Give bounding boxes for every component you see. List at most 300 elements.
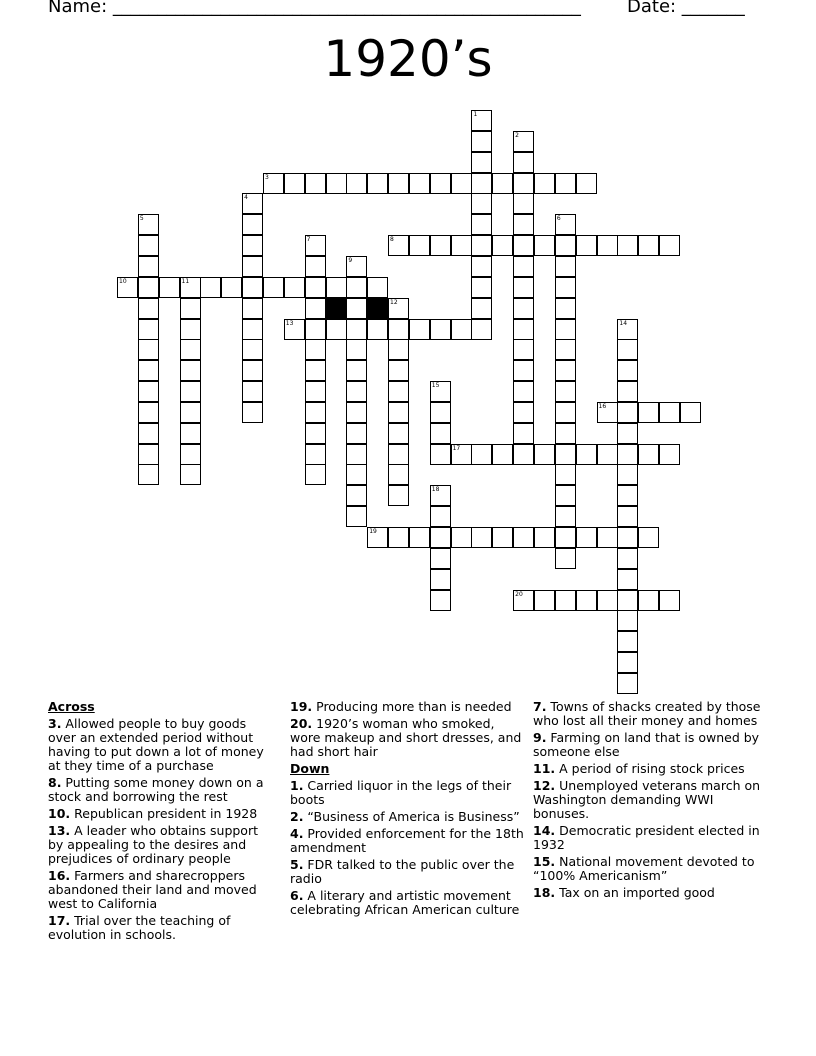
crossword-cell[interactable] xyxy=(513,319,534,340)
crossword-cell[interactable] xyxy=(388,485,409,506)
crossword-cell[interactable] xyxy=(471,277,492,298)
crossword-cell[interactable] xyxy=(430,319,451,340)
clue-item xyxy=(290,779,526,807)
crossword-cell[interactable] xyxy=(346,464,367,485)
crossword-cell[interactable] xyxy=(367,173,388,194)
crossword-cell[interactable] xyxy=(138,277,159,298)
crossword-cell[interactable] xyxy=(492,173,513,194)
crossword-cell[interactable] xyxy=(346,506,367,527)
clue-item xyxy=(48,824,276,866)
crossword-cell[interactable] xyxy=(221,277,242,298)
crossword-cell[interactable] xyxy=(471,298,492,319)
crossword-cell[interactable] xyxy=(305,173,326,194)
crossword-cell[interactable] xyxy=(597,235,618,256)
crossword-cell[interactable] xyxy=(138,339,159,360)
crossword-cell[interactable] xyxy=(617,423,638,444)
clue-item xyxy=(48,869,276,911)
cell-number: 13 xyxy=(285,319,294,327)
crossword-cell[interactable] xyxy=(555,464,576,485)
clue-item xyxy=(290,717,526,759)
crossword-cell[interactable] xyxy=(159,277,180,298)
crossword-cell[interactable] xyxy=(555,381,576,402)
crossword-cell[interactable] xyxy=(471,173,492,194)
crossword-cell[interactable] xyxy=(430,548,451,569)
clue-text: 1920’s woman who smoked, wore makeup and short dresses, and had short hair xyxy=(290,716,522,759)
clue-item xyxy=(533,855,769,883)
crossword-cell[interactable] xyxy=(451,173,472,194)
down-heading: Down xyxy=(290,761,330,776)
crossword-cell[interactable] xyxy=(388,527,409,548)
crossword-cell[interactable] xyxy=(242,360,263,381)
crossword-cell[interactable] xyxy=(430,527,451,548)
cell-number: 2 xyxy=(515,131,519,139)
crossword-cell[interactable] xyxy=(346,402,367,423)
crossword-cell[interactable] xyxy=(471,152,492,173)
cell-number: 15 xyxy=(431,382,440,390)
crossword-cell[interactable] xyxy=(180,444,201,465)
crossword-cell[interactable] xyxy=(138,298,159,319)
down-clue-list-continued xyxy=(533,700,769,900)
crossword-cell[interactable] xyxy=(242,381,263,402)
crossword-cell[interactable] xyxy=(617,444,638,465)
crossword-cell[interactable] xyxy=(617,631,638,652)
crossword-cell[interactable] xyxy=(138,381,159,402)
clue-text: Allowed people to buy goods over an extended period without having to put down a lot of money at they time of a purchase xyxy=(48,716,264,773)
crossword-cell[interactable] xyxy=(513,152,534,173)
crossword-cell[interactable] xyxy=(284,173,305,194)
crossword-cell[interactable] xyxy=(513,381,534,402)
crossword-cell[interactable] xyxy=(367,277,388,298)
clue-number: 16. xyxy=(48,868,71,883)
crossword-cell[interactable] xyxy=(242,319,263,340)
crossword-cell[interactable] xyxy=(555,485,576,506)
crossword-cell[interactable] xyxy=(617,235,638,256)
crossword-cell[interactable] xyxy=(242,193,263,214)
crossword-cell[interactable] xyxy=(388,360,409,381)
crossword-cell[interactable] xyxy=(180,402,201,423)
cell-number: 8 xyxy=(390,236,394,244)
clue-item xyxy=(533,824,769,852)
crossword-cell[interactable] xyxy=(680,402,701,423)
crossword-cell[interactable] xyxy=(430,402,451,423)
crossword-cell[interactable] xyxy=(534,527,555,548)
crossword-cell[interactable] xyxy=(471,193,492,214)
crossword-cell[interactable] xyxy=(180,464,201,485)
crossword-cell[interactable] xyxy=(513,193,534,214)
clue-text: Putting some money down on a stock and borrowing the rest xyxy=(48,775,264,804)
crossword-cell[interactable] xyxy=(534,235,555,256)
crossword-cell[interactable] xyxy=(555,235,576,256)
crossword-cell[interactable] xyxy=(305,298,326,319)
cell-number: 4 xyxy=(244,194,248,202)
clue-text: Farmers and sharecroppers abandoned their land and moved west to California xyxy=(48,868,257,911)
crossword-cell[interactable] xyxy=(471,235,492,256)
crossword-cell[interactable] xyxy=(471,110,492,131)
crossword-cell[interactable] xyxy=(305,319,326,340)
crossword-cell[interactable] xyxy=(597,590,618,611)
crossword-cell[interactable] xyxy=(555,444,576,465)
crossword-cell[interactable] xyxy=(388,235,409,256)
clue-number: 11. xyxy=(533,761,556,776)
crossword-cell[interactable] xyxy=(305,381,326,402)
crossword-cell[interactable] xyxy=(326,319,347,340)
crossword-cell[interactable] xyxy=(305,402,326,423)
crossword-cell[interactable] xyxy=(180,298,201,319)
crossword-cell[interactable] xyxy=(346,485,367,506)
crossword-cell[interactable] xyxy=(555,319,576,340)
crossword-cell[interactable] xyxy=(492,235,513,256)
crossword-cell[interactable] xyxy=(513,256,534,277)
crossword-cell[interactable] xyxy=(617,569,638,590)
crossword-cell[interactable] xyxy=(180,277,201,298)
crossword-cell[interactable] xyxy=(617,590,638,611)
crossword-cell[interactable] xyxy=(346,339,367,360)
crossword-cell[interactable] xyxy=(346,256,367,277)
crossword-cell[interactable] xyxy=(305,339,326,360)
clue-item xyxy=(533,700,769,728)
crossword-cell[interactable] xyxy=(305,277,326,298)
crossword-cell[interactable] xyxy=(513,235,534,256)
crossword-cell[interactable] xyxy=(242,214,263,235)
crossword-cell[interactable] xyxy=(200,277,221,298)
cell-number: 19 xyxy=(369,528,377,535)
crossword-cell[interactable] xyxy=(326,277,347,298)
crossword-cell[interactable] xyxy=(284,277,305,298)
crossword-cell[interactable] xyxy=(388,339,409,360)
crossword-cell[interactable] xyxy=(492,527,513,548)
crossword-cell[interactable] xyxy=(409,173,430,194)
crossword-cell[interactable] xyxy=(638,527,659,548)
crossword-cell[interactable] xyxy=(617,360,638,381)
crossword-cell[interactable] xyxy=(513,173,534,194)
clue-item xyxy=(290,827,526,855)
crossword-cell[interactable] xyxy=(367,527,388,548)
clue-item xyxy=(48,807,276,821)
page-title: 1920’s xyxy=(323,30,493,88)
name-field-label: Name: ____________________________________________________ xyxy=(48,0,581,17)
clue-column-2 xyxy=(290,700,526,920)
clue-text: Towns of shacks created by those who lost all their money and homes xyxy=(533,699,761,728)
crossword-cell[interactable] xyxy=(305,256,326,277)
crossword-cell[interactable] xyxy=(492,444,513,465)
crossword-cell[interactable] xyxy=(513,423,534,444)
down-clue-list xyxy=(290,779,526,917)
crossword-cell[interactable] xyxy=(409,319,430,340)
crossword-cell[interactable] xyxy=(555,506,576,527)
cell-number: 20 xyxy=(515,590,523,598)
crossword-cell[interactable] xyxy=(513,527,534,548)
clue-number: 14. xyxy=(533,823,556,838)
crossword-cell[interactable] xyxy=(284,319,305,340)
crossword-cell[interactable] xyxy=(555,173,576,194)
across-heading: Across xyxy=(48,699,95,714)
crossword-cell[interactable] xyxy=(138,464,159,485)
cell-number: 18 xyxy=(431,486,440,494)
clue-text: Unemployed veterans march on Washington demanding WWI bonuses. xyxy=(533,778,761,821)
clue-number: 17. xyxy=(48,913,71,928)
crossword-cell[interactable] xyxy=(138,256,159,277)
crossword-cell[interactable] xyxy=(388,464,409,485)
crossword-cell[interactable] xyxy=(451,235,472,256)
clue-number: 6. xyxy=(290,888,304,903)
clue-text: Democratic president elected in 1932 xyxy=(533,823,760,852)
clue-item xyxy=(533,762,769,776)
cell-number: 12 xyxy=(390,298,398,306)
crossword-cell[interactable] xyxy=(555,590,576,611)
crossword-cell[interactable] xyxy=(346,444,367,465)
crossword-cell[interactable] xyxy=(513,402,534,423)
crossword-cell[interactable] xyxy=(513,298,534,319)
crossword-cell[interactable] xyxy=(617,381,638,402)
crossword-cell[interactable] xyxy=(326,173,347,194)
crossword-cell[interactable] xyxy=(138,319,159,340)
crossword-cell[interactable] xyxy=(388,402,409,423)
clue-number: 3. xyxy=(48,716,62,731)
crossword-cell[interactable] xyxy=(555,256,576,277)
crossword-cell[interactable] xyxy=(659,444,680,465)
clue-number: 13. xyxy=(48,823,71,838)
crossword-cell[interactable] xyxy=(617,319,638,340)
crossword-cell[interactable] xyxy=(430,506,451,527)
crossword-cell[interactable] xyxy=(513,339,534,360)
crossword-black-square xyxy=(326,298,347,319)
clue-item xyxy=(290,810,526,824)
crossword-cell[interactable] xyxy=(534,173,555,194)
crossword-cell[interactable] xyxy=(180,381,201,402)
across-clue-list-continued xyxy=(290,700,526,759)
crossword-cell[interactable] xyxy=(471,527,492,548)
crossword-cell[interactable] xyxy=(451,527,472,548)
clue-text: A period of rising stock prices xyxy=(555,761,745,776)
crossword-cell[interactable] xyxy=(305,235,326,256)
crossword-cell[interactable] xyxy=(346,173,367,194)
clue-text: Farming on land that is owned by someone else xyxy=(533,730,760,759)
clue-number: 19. xyxy=(290,699,313,714)
clue-item xyxy=(290,700,526,714)
crossword-cell[interactable] xyxy=(138,214,159,235)
cell-number: 14 xyxy=(619,319,628,327)
crossword-cell[interactable] xyxy=(638,402,659,423)
crossword-cell[interactable] xyxy=(576,590,597,611)
crossword-cell[interactable] xyxy=(617,485,638,506)
crossword-cell[interactable] xyxy=(430,590,451,611)
crossword-cell[interactable] xyxy=(471,256,492,277)
crossword-cell[interactable] xyxy=(242,298,263,319)
crossword-cell[interactable] xyxy=(555,339,576,360)
crossword-cell[interactable] xyxy=(597,444,618,465)
cell-number: 11 xyxy=(181,277,190,285)
cell-number: 10 xyxy=(119,277,127,285)
crossword-cell[interactable] xyxy=(180,360,201,381)
crossword-cell[interactable] xyxy=(555,548,576,569)
crossword-cell[interactable] xyxy=(617,339,638,360)
clue-item xyxy=(290,889,526,917)
crossword-cell[interactable] xyxy=(305,423,326,444)
crossword-cell[interactable] xyxy=(305,464,326,485)
crossword-cell[interactable] xyxy=(659,590,680,611)
clue-text: Tax on an imported good xyxy=(555,885,715,900)
crossword-cell[interactable] xyxy=(242,235,263,256)
crossword-cell[interactable] xyxy=(409,527,430,548)
crossword-cell[interactable] xyxy=(305,444,326,465)
crossword-cell[interactable] xyxy=(555,402,576,423)
clue-item xyxy=(533,886,769,900)
crossword-cell[interactable] xyxy=(617,464,638,485)
crossword-cell[interactable] xyxy=(180,339,201,360)
cell-number: 17 xyxy=(452,444,461,452)
clue-item xyxy=(533,731,769,759)
crossword-cell[interactable] xyxy=(555,214,576,235)
crossword-cell[interactable] xyxy=(513,131,534,152)
crossword-cell[interactable] xyxy=(471,444,492,465)
cell-number: 6 xyxy=(556,215,561,223)
crossword-cell[interactable] xyxy=(513,277,534,298)
crossword-cell[interactable] xyxy=(597,527,618,548)
clue-number: 1. xyxy=(290,778,304,793)
clue-text: A leader who obtains support by appealing to the desires and prejudices of ordinary people xyxy=(48,823,258,866)
crossword-cell[interactable] xyxy=(555,360,576,381)
crossword-black-square xyxy=(367,298,388,319)
crossword-cell[interactable] xyxy=(451,444,472,465)
cell-number: 5 xyxy=(139,215,144,223)
crossword-cell[interactable] xyxy=(471,131,492,152)
crossword-cell[interactable] xyxy=(430,235,451,256)
crossword-cell[interactable] xyxy=(388,298,409,319)
crossword-cell[interactable] xyxy=(617,673,638,694)
crossword-cell[interactable] xyxy=(513,360,534,381)
crossword-cell[interactable] xyxy=(388,319,409,340)
clue-item xyxy=(48,717,276,773)
crossword-cell[interactable] xyxy=(617,402,638,423)
crossword-cell[interactable] xyxy=(180,423,201,444)
clue-number: 8. xyxy=(48,775,62,790)
crossword-cell[interactable] xyxy=(388,444,409,465)
crossword-cell[interactable] xyxy=(263,277,284,298)
crossword-cell[interactable] xyxy=(617,548,638,569)
clue-text: Trial over the teaching of evolution in schools. xyxy=(48,913,231,942)
crossword-cell[interactable] xyxy=(138,402,159,423)
crossword-cell[interactable] xyxy=(471,214,492,235)
crossword-cell[interactable] xyxy=(346,298,367,319)
cell-number: 9 xyxy=(348,256,353,264)
clue-text: Producing more than is needed xyxy=(312,699,512,714)
crossword-cell[interactable] xyxy=(430,444,451,465)
crossword-cell[interactable] xyxy=(576,527,597,548)
crossword-cell[interactable] xyxy=(638,590,659,611)
crossword-cell[interactable] xyxy=(597,402,618,423)
crossword-cell[interactable] xyxy=(346,360,367,381)
crossword-cell[interactable] xyxy=(513,214,534,235)
crossword-cell[interactable] xyxy=(138,444,159,465)
crossword-cell[interactable] xyxy=(534,444,555,465)
clue-number: 12. xyxy=(533,778,556,793)
clue-number: 4. xyxy=(290,826,304,841)
crossword-cell[interactable] xyxy=(430,423,451,444)
crossword-cell[interactable] xyxy=(638,235,659,256)
crossword-cell[interactable] xyxy=(451,319,472,340)
crossword-cell[interactable] xyxy=(346,423,367,444)
crossword-cell[interactable] xyxy=(346,381,367,402)
clue-number: 7. xyxy=(533,699,547,714)
crossword-cell[interactable] xyxy=(555,527,576,548)
cell-number: 16 xyxy=(598,402,607,410)
crossword-cell[interactable] xyxy=(513,444,534,465)
clue-number: 20. xyxy=(290,716,313,731)
clue-text: Carried liquor in the legs of their boots xyxy=(290,778,512,807)
crossword-cell[interactable] xyxy=(617,610,638,631)
crossword-cell[interactable] xyxy=(576,235,597,256)
crossword-cell[interactable] xyxy=(388,381,409,402)
clue-text: Provided enforcement for the 18th amendment xyxy=(290,826,524,855)
clue-column-1 xyxy=(48,700,276,945)
crossword-cell[interactable] xyxy=(659,402,680,423)
crossword-cell[interactable] xyxy=(180,319,201,340)
crossword-cell[interactable] xyxy=(513,590,534,611)
crossword-cell[interactable] xyxy=(242,256,263,277)
crossword-cell[interactable] xyxy=(555,423,576,444)
crossword-cell[interactable] xyxy=(617,506,638,527)
clue-number: 18. xyxy=(533,885,556,900)
clue-text: FDR talked to the public over the radio xyxy=(290,857,515,886)
crossword-cell[interactable] xyxy=(430,569,451,590)
crossword-cell[interactable] xyxy=(346,319,367,340)
clue-column-3 xyxy=(533,700,769,903)
crossword-cell[interactable] xyxy=(471,319,492,340)
clue-number: 9. xyxy=(533,730,547,745)
crossword-cell[interactable] xyxy=(242,402,263,423)
clue-text: “Business of America is Business” xyxy=(303,809,520,824)
crossword-cell[interactable] xyxy=(305,360,326,381)
crossword-cell[interactable] xyxy=(555,298,576,319)
clue-number: 10. xyxy=(48,806,71,821)
crossword-cell[interactable] xyxy=(430,381,451,402)
crossword-cell[interactable] xyxy=(430,485,451,506)
date-field-label: Date: _______ xyxy=(627,0,745,17)
crossword-cell[interactable] xyxy=(138,360,159,381)
crossword-cell[interactable] xyxy=(388,423,409,444)
clue-item xyxy=(533,779,769,821)
crossword-cell[interactable] xyxy=(138,235,159,256)
clue-text: National movement devoted to “100% Americanism” xyxy=(533,854,755,883)
crossword-cell[interactable] xyxy=(242,277,263,298)
crossword-cell[interactable] xyxy=(409,235,430,256)
crossword-cell[interactable] xyxy=(638,444,659,465)
crossword-cell[interactable] xyxy=(263,173,284,194)
crossword-cell[interactable] xyxy=(617,652,638,673)
crossword-cell[interactable] xyxy=(576,173,597,194)
crossword-cell[interactable] xyxy=(430,173,451,194)
crossword-cell[interactable] xyxy=(242,339,263,360)
crossword-cell[interactable] xyxy=(555,277,576,298)
clue-item xyxy=(290,858,526,886)
clue-item xyxy=(48,776,276,804)
crossword-cell[interactable] xyxy=(117,277,138,298)
cell-number: 7 xyxy=(306,236,311,244)
crossword-cell[interactable] xyxy=(138,423,159,444)
crossword-cell[interactable] xyxy=(346,277,367,298)
crossword-cell[interactable] xyxy=(367,319,388,340)
across-clue-list xyxy=(48,717,276,942)
crossword-cell[interactable] xyxy=(576,444,597,465)
crossword-cell[interactable] xyxy=(388,173,409,194)
clue-number: 2. xyxy=(290,809,304,824)
crossword-cell[interactable] xyxy=(617,527,638,548)
crossword-cell[interactable] xyxy=(534,590,555,611)
clue-number: 15. xyxy=(533,854,556,869)
crossword-cell[interactable] xyxy=(659,235,680,256)
cell-number: 1 xyxy=(473,111,478,118)
cell-number: 3 xyxy=(264,173,269,181)
